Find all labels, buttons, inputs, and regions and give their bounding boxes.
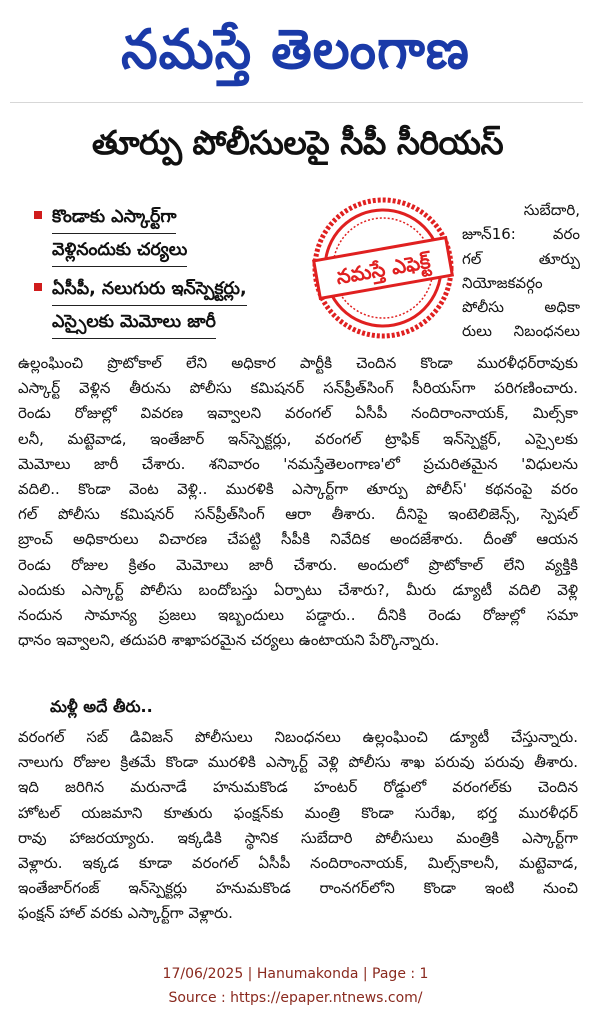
bullet-line: కొండాకు ఎస్కార్ట్‌గా xyxy=(52,201,176,234)
dateline-line: నియోజకవర్గం xyxy=(462,273,543,292)
body-line: హోటల్ యజమాని కూతురు ఫంక్షన్‌కు మంత్రి కొండా సురేఖ, భర్త మురళీధర్ xyxy=(18,803,578,822)
article-subheading: మళ్లీ అదే తీరు.. xyxy=(50,697,153,716)
article-body-1 xyxy=(18,351,578,653)
body-line: గల్ పోలీసు కమిషనర్ సన్‌ప్రీత్‌సింగ్ ఆరా తీశారు. దీనిపై ఇంటెలిజెన్స్, స్పెషల్ xyxy=(18,505,578,524)
body-line: ఫంక్షన్ హాల్ వరకు ఎస్కార్ట్‌గా వెళ్లారు. xyxy=(18,904,233,923)
namaste-effect-stamp-logo xyxy=(310,195,456,341)
dateline-line: గల్ తూర్పు xyxy=(462,249,580,268)
body-line: నందున సామాన్య ప్రజలు ఇబ్బందులు పడ్డారు.. దీనికి రెండు రోజుల్లో సమా xyxy=(18,606,578,625)
body-line: ఇంతేజార్‌గంజ్ ఇన్‌స్పెక్టర్లు హనుమకొండ రాంనగర్‌లోని కొండా ఇంటి నుంచి xyxy=(18,879,578,898)
bullet-list xyxy=(34,201,304,345)
dateline-line: జూన్16: వరం xyxy=(462,225,580,244)
article-headline: తూర్పు పోలీసులపై సీపీ సీరియస్ xyxy=(91,123,504,162)
body-line: నాలుగు రోజుల క్రితమే కొండా మురళికి ఎస్కార్ట్ వెళ్లి పోలీసు శాఖ పరువు పరువు తీశారు. xyxy=(18,753,578,772)
bullet-line: వెళ్లినందుకు చర్యలు xyxy=(52,234,187,267)
bullet-square-icon xyxy=(34,211,42,219)
body-line: లనీ, మట్టెవాడ, ఇంతేజార్ ఇన్‌స్పెక్టర్లు, వరంగల్ ట్రాఫిక్ ఇన్‌స్పెక్టర్, ఎస్సైలకు xyxy=(18,429,578,448)
body-line: ఉల్లంఘించి ప్రొటోకాల్ లేని అధికార పార్టీకి చెందిన కొండా మురళీధర్‌రావుకు xyxy=(18,354,578,372)
stamp-icon xyxy=(310,195,456,341)
newspaper-title: నమస్తే తెలంగాణ xyxy=(121,18,470,82)
body-line: రావు హాజరయ్యారు. ఇక్కడికి స్థానిక సుబేదారి పోలీసులు మంత్రికి ఎస్కార్ట్‌గా xyxy=(18,828,578,847)
body-line: ఇది జరిగిన మరునాడే హనుమకొండ హంటర్ రోడ్డులో వరంగల్‌కు చెందిన xyxy=(18,778,578,797)
body-line: ధానం ఇవ్వాలని, తదుపరి శాఖాపరమైన చర్యలు ఉంటాయని పేర్కొన్నారు. xyxy=(18,631,440,650)
body-line: రెండు రోజుల క్రితం మెమోలు జారీ చేశారు. అందులో ప్రొటోకాల్ లేని వ్యక్తికి xyxy=(18,555,578,574)
body-line: రెండు రోజుల్లో వివరణ ఇవ్వాలని వరంగల్ ఏసీపీ నందిరాంనాయక్, మిల్స్‌కా xyxy=(18,404,578,423)
article-body-2 xyxy=(18,725,578,927)
body-line: మెమోలు జారీ చేశారు. శనివారం 'నమస్తేతెలంగాణ'లో ప్రచురితమైన 'విధులను xyxy=(18,454,578,473)
dateline-line: సుబేదారి, xyxy=(523,201,580,219)
bullet-square-icon xyxy=(34,283,42,291)
edition-info: 17/06/2025 | Hanumakonda | Page : 1 xyxy=(162,966,429,982)
body-line: ఎందుకు ఎస్కార్ట్ పోలీసు బందోబస్తు ఏర్పాటు చేశారు?, మీరు డ్యూటీ వదిలి వెళ్లి xyxy=(18,580,578,599)
bullet-item xyxy=(34,201,304,267)
article-clipping xyxy=(10,102,583,950)
bullet-line: ఏసీపీ, నలుగురు ఇన్‌స్పెక్టర్లు, xyxy=(52,273,247,306)
body-line: బ్రాంచ్ అధికారులు విచారణ చేపట్టి సీపీకి నివేదిక అందజేశారు. దీంతో ఆయన xyxy=(18,530,578,549)
masthead xyxy=(0,0,591,100)
body-line: ఎస్కార్ట్ వెళ్లిన తీరును పోలీసు కమిషనర్ సన్‌ప్రీత్‌సింగ్ సీరియస్‌గా పరిగణించారు. xyxy=(18,379,578,398)
dateline-line: పోలీసు అధికా xyxy=(462,298,580,317)
bullet-line: ఎస్సైలకు మెమోలు జారీ xyxy=(52,306,216,339)
body-line: వెళ్లారు. ఇక్కడ కూడా వరంగల్ ఏసీపీ నందిరాంనాయక్, మిల్స్‌కాలనీ, మట్టెవాడ, xyxy=(18,854,578,873)
bullet-item xyxy=(34,273,304,339)
body-line: వరంగల్ సబ్ డివిజన్ పోలీసులు నిబంధనలు ఉల్లంఘించి డ్యూటీ చేస్తున్నారు. xyxy=(18,728,578,746)
stamp-text: నమస్తే ఎఫెక్ట్ xyxy=(334,248,433,290)
dateline-line: రులు నిబంధనలు xyxy=(462,322,580,341)
body-line: వదిలి.. కొండా వెంట వెళ్లి.. మురళికి ఎస్కార్ట్‌గా తూర్పు పోలీస్' కథనంపై వరం xyxy=(18,480,578,499)
page-footer xyxy=(0,962,591,1010)
source-link[interactable]: Source : https://epaper.ntnews.com/ xyxy=(168,990,423,1006)
dateline-column xyxy=(462,198,580,344)
